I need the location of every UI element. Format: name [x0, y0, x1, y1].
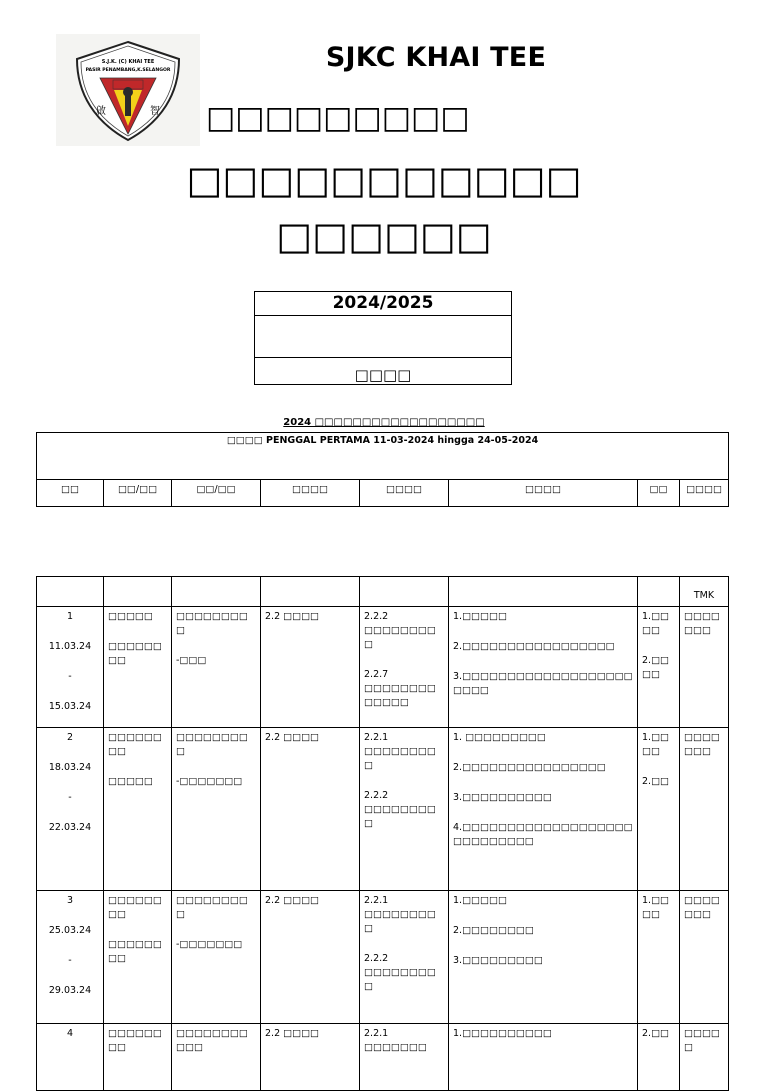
cell-line: □□□□□□□□ — [108, 895, 162, 920]
school-logo — [56, 34, 200, 146]
cell-line: 2.2.1 □□□□□□□□□ — [364, 895, 436, 934]
table-row — [37, 891, 729, 1024]
cell-line: 2.2.1 □□□□□□□ — [364, 1028, 427, 1053]
column-header: □□/□□ — [172, 480, 261, 507]
term-banner: □□□□ PENGGAL PERTAMA 11-03-2024 hingga 24-05-2024 — [37, 433, 729, 480]
cell-line: 2.2 □□□□ — [265, 611, 320, 622]
activity-cell — [449, 1024, 638, 1091]
document-subtitle: □□□□□□□□□ — [206, 100, 470, 136]
activity-cell — [449, 728, 638, 891]
remark-cell — [680, 1024, 729, 1091]
remark-cell — [680, 728, 729, 891]
topic-cell — [104, 728, 172, 891]
cell-line: 29.03.24 — [48, 985, 92, 996]
cell-line: 2.2.7 □□□□□□□□□□□□□ — [364, 669, 436, 708]
logo-text-top: S.J.K. (C) KHAI TEE — [101, 59, 155, 65]
cell-line: □□□□□ — [684, 1028, 720, 1053]
cell-line: 2.□□□□□□□□□□□□□□□□ — [453, 762, 606, 773]
cell-line: - — [68, 792, 72, 803]
lesson-rows — [37, 607, 729, 1091]
cell-line: 3.□□□□□□□□□□□□□□□□□□□□□□□ — [453, 671, 633, 696]
note-cell — [638, 607, 680, 728]
cell-line: -□□□□□□□ — [176, 776, 243, 787]
cell-line: 15.03.24 — [48, 701, 92, 712]
table-row — [37, 1024, 729, 1091]
tmk-header: TMK — [680, 577, 729, 607]
column-header: □□/□□ — [104, 480, 172, 507]
cell-line: 2.2.2 □□□□□□□□□ — [364, 611, 436, 650]
cell-line: 2.2.2 □□□□□□□□□ — [364, 790, 436, 829]
cell-line: 2.□□□□ — [642, 655, 670, 680]
empty-header-cell — [104, 577, 172, 607]
cell-line: 1.□□□□□□□□□□ — [453, 1028, 552, 1039]
week-cell — [37, 1024, 104, 1091]
cell-line: 1.□□□□ — [642, 732, 670, 757]
cell-line: □□□□□□□□□ — [176, 895, 248, 920]
lesson-plan-table — [36, 576, 729, 1091]
activity-cell — [449, 891, 638, 1024]
cell-line: □□□□□ — [108, 776, 153, 787]
cell-line: 2.□□□□□□□□□□□□□□□□□ — [453, 641, 615, 652]
remark-cell — [680, 607, 729, 728]
cell-line: □□□□□ — [108, 611, 153, 622]
logo-char-left: 啟 — [96, 106, 106, 117]
cell-line: - — [68, 671, 72, 682]
column-header: □□ — [638, 480, 680, 507]
cell-line: 18.03.24 — [48, 762, 92, 773]
unit-cell — [172, 891, 261, 1024]
cell-line: 2.□□□□□□□□ — [453, 925, 534, 936]
column-header: □□□□ — [449, 480, 638, 507]
column-header: □□ — [37, 480, 104, 507]
activity-cell — [449, 607, 638, 728]
cell-line: 1.□□□□□ — [453, 611, 507, 622]
term-header-table — [36, 432, 729, 507]
year-box — [254, 291, 512, 385]
secondary-header-row — [37, 577, 729, 607]
table-row — [37, 728, 729, 891]
learning-standard-cell — [360, 891, 449, 1024]
document-title-line-2: □□□□□□ — [276, 214, 492, 258]
cell-line: □□□□□□□ — [684, 895, 720, 920]
cell-line: 4 — [66, 1028, 74, 1039]
cell-line: □□□□□□□ — [684, 611, 720, 636]
standard-cell — [261, 728, 360, 891]
topic-cell — [104, 891, 172, 1024]
cell-line: 2 — [66, 732, 74, 743]
standard-cell — [261, 1024, 360, 1091]
cell-line: 22.03.24 — [48, 822, 92, 833]
empty-header-cell — [261, 577, 360, 607]
report-heading: 2024 □□□□□□□□□□□□□□□□□□ — [283, 417, 485, 428]
year-box-blank-row — [255, 316, 511, 358]
note-cell — [638, 891, 680, 1024]
cell-line: □□□□□□□□□ — [176, 732, 248, 757]
column-header: □□□□ — [680, 480, 729, 507]
cell-line: 2.□□ — [642, 776, 670, 787]
cell-line: □□□□□□□ — [684, 732, 720, 757]
learning-standard-cell — [360, 607, 449, 728]
learning-standard-cell — [360, 1024, 449, 1091]
document-title-line-1: □□□□□□□□□□□ — [186, 158, 582, 202]
note-cell — [638, 1024, 680, 1091]
cell-line: □□□□□□□□□□□ — [176, 1028, 248, 1053]
cell-line: □□□□□□□□□ — [176, 611, 248, 636]
unit-cell — [172, 607, 261, 728]
cell-line: 1.□□□□ — [642, 895, 670, 920]
cell-line: -□□□□□□□ — [176, 939, 243, 950]
week-cell — [37, 891, 104, 1024]
logo-char-right: 智 — [150, 106, 160, 117]
week-cell — [37, 728, 104, 891]
unit-cell — [172, 1024, 261, 1091]
cell-line: 1.□□□□ — [642, 611, 670, 636]
topic-cell — [104, 1024, 172, 1091]
cell-line: 3 — [66, 895, 74, 906]
cell-line: 25.03.24 — [48, 925, 92, 936]
cell-line: 2.□□ — [642, 1028, 670, 1039]
cell-line: □□□□□□□□ — [108, 939, 162, 964]
remark-cell — [680, 891, 729, 1024]
topic-cell — [104, 607, 172, 728]
standard-cell — [261, 607, 360, 728]
school-name: SJKC KHAI TEE — [325, 42, 547, 73]
cell-line: 2.2 □□□□ — [265, 732, 320, 743]
week-cell — [37, 607, 104, 728]
cell-line: 3.□□□□□□□□□ — [453, 955, 543, 966]
cell-line: 4.□□□□□□□□□□□□□□□□□□□□□□□□□□□□ — [453, 822, 633, 847]
column-header: □□□□ — [360, 480, 449, 507]
cell-line: - — [68, 955, 72, 966]
cell-line: 2.2 □□□□ — [265, 1028, 320, 1039]
column-header: □□□□ — [261, 480, 360, 507]
column-header-row — [37, 480, 729, 507]
cell-line: 1. □□□□□□□□□ — [453, 732, 546, 743]
note-cell — [638, 728, 680, 891]
year-label: 2024/2025 — [255, 292, 511, 316]
year-box-label: □□□□ — [354, 366, 412, 384]
empty-header-cell — [37, 577, 104, 607]
unit-cell — [172, 728, 261, 891]
cell-line: 11.03.24 — [48, 641, 92, 652]
cell-line: -□□□ — [176, 655, 207, 666]
cell-line: 2.2 □□□□ — [265, 895, 320, 906]
cell-line: □□□□□□□□ — [108, 732, 162, 757]
table-row — [37, 607, 729, 728]
empty-header-cell — [360, 577, 449, 607]
cell-line: □□□□□□□□ — [108, 1028, 162, 1053]
cell-line: 2.2.1 □□□□□□□□□ — [364, 732, 436, 771]
empty-header-cell — [449, 577, 638, 607]
standard-cell — [261, 891, 360, 1024]
learning-standard-cell — [360, 728, 449, 891]
empty-header-cell — [638, 577, 680, 607]
cell-line: 1.□□□□□ — [453, 895, 507, 906]
cell-line: 1 — [66, 611, 74, 622]
cell-line: 3.□□□□□□□□□□ — [453, 792, 552, 803]
empty-header-cell — [172, 577, 261, 607]
cell-line: 2.2.2 □□□□□□□□□ — [364, 953, 436, 992]
logo-text-bottom: PASIR PENAMBANG,K.SELANGOR — [85, 68, 171, 73]
cell-line: □□□□□□□□ — [108, 641, 162, 666]
